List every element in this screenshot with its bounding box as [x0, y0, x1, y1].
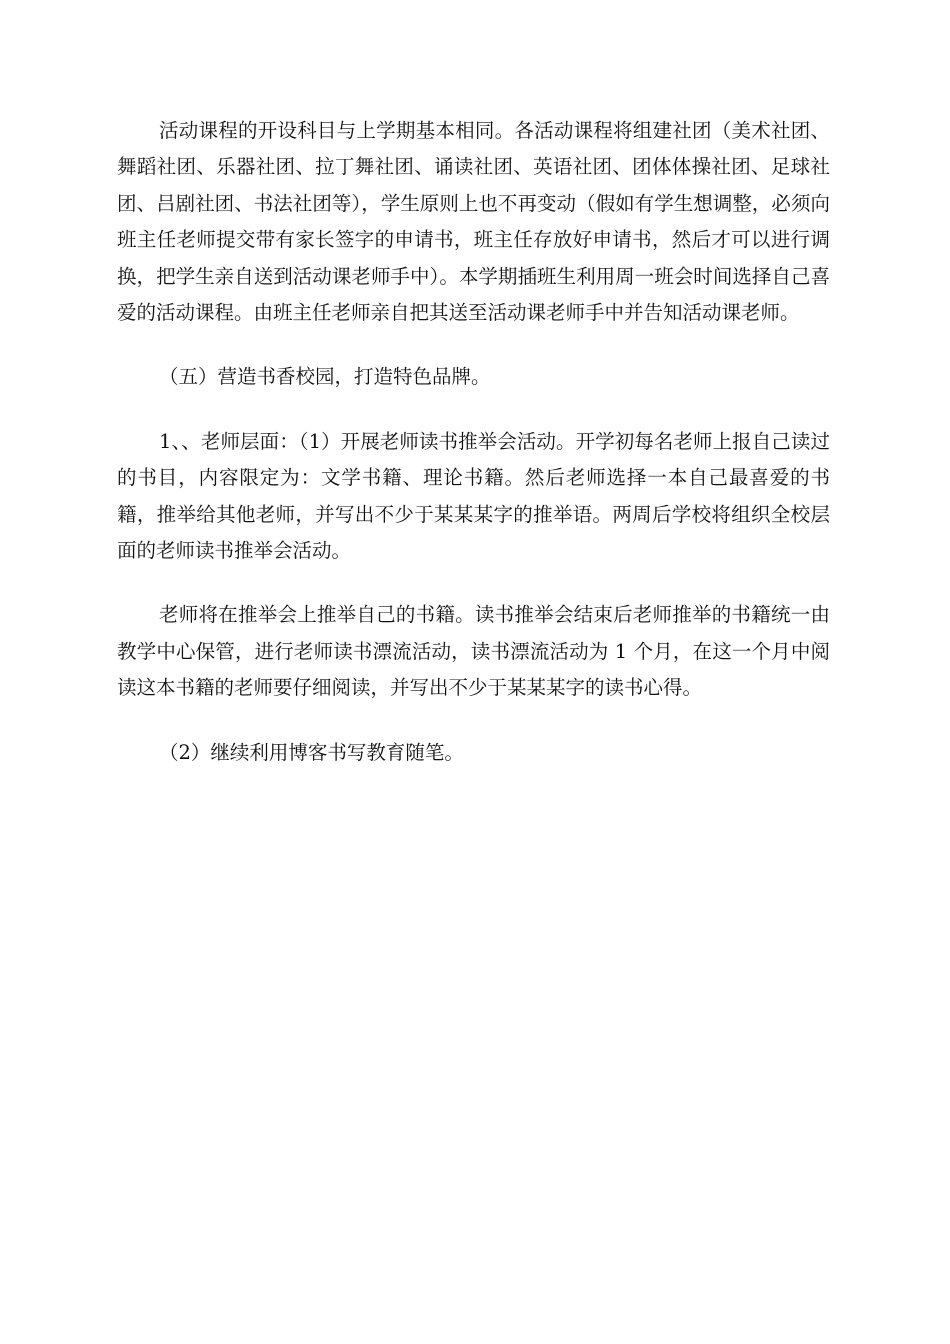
paragraph-blog-essays: （2）继续利用博客书写教育随笔。	[159, 740, 464, 764]
document-body	[117, 113, 830, 799]
paragraph-book-drifting: 老师将在推举会上推举自己的书籍。读书推举会结束后老师推举的书籍统一由教学中心保管，进行老师读书漂流活动，读书漂流活动为 1 个月，在这一个月中阅读这本书籍的老师要仔细阅读，并写出不少于某某某字的读书心得。	[117, 603, 830, 700]
paragraph-teacher-level: 1、、老师层面：（1）开展老师读书推举会活动。开学初每名老师上报自己读过的书目，内容限定为：文学书籍、理论书籍。然后老师选择一本自己最喜爱的书籍，推举给其他老师，并写出不少于某某某字的推举语。两周后学校将组织全校层面的老师读书推举会活动。	[117, 429, 830, 563]
section-heading-scholarly-campus: （五）营造书香校园，打造特色品牌。	[159, 365, 491, 389]
paragraph-activity-courses: 活动课程的开设科目与上学期基本相同。各活动课程将组建社团（美术社团、舞蹈社团、乐器社团、拉丁舞社团、诵读社团、英语社团、团体体操社团、足球社团、吕剧社团、书法社团等），学生原则上也不再变动（假如有学生想调整，必须向班主任老师提交带有家长签字的申请书，班主任存放好申请书，然后才可以进行调换，把学生亲自送到活动课老师手中）。本学期插班生利用周一班会时间选择自己喜爱的活动课程。由班主任老师亲自把其送至活动课老师手中并告知活动课老师。	[117, 119, 830, 325]
